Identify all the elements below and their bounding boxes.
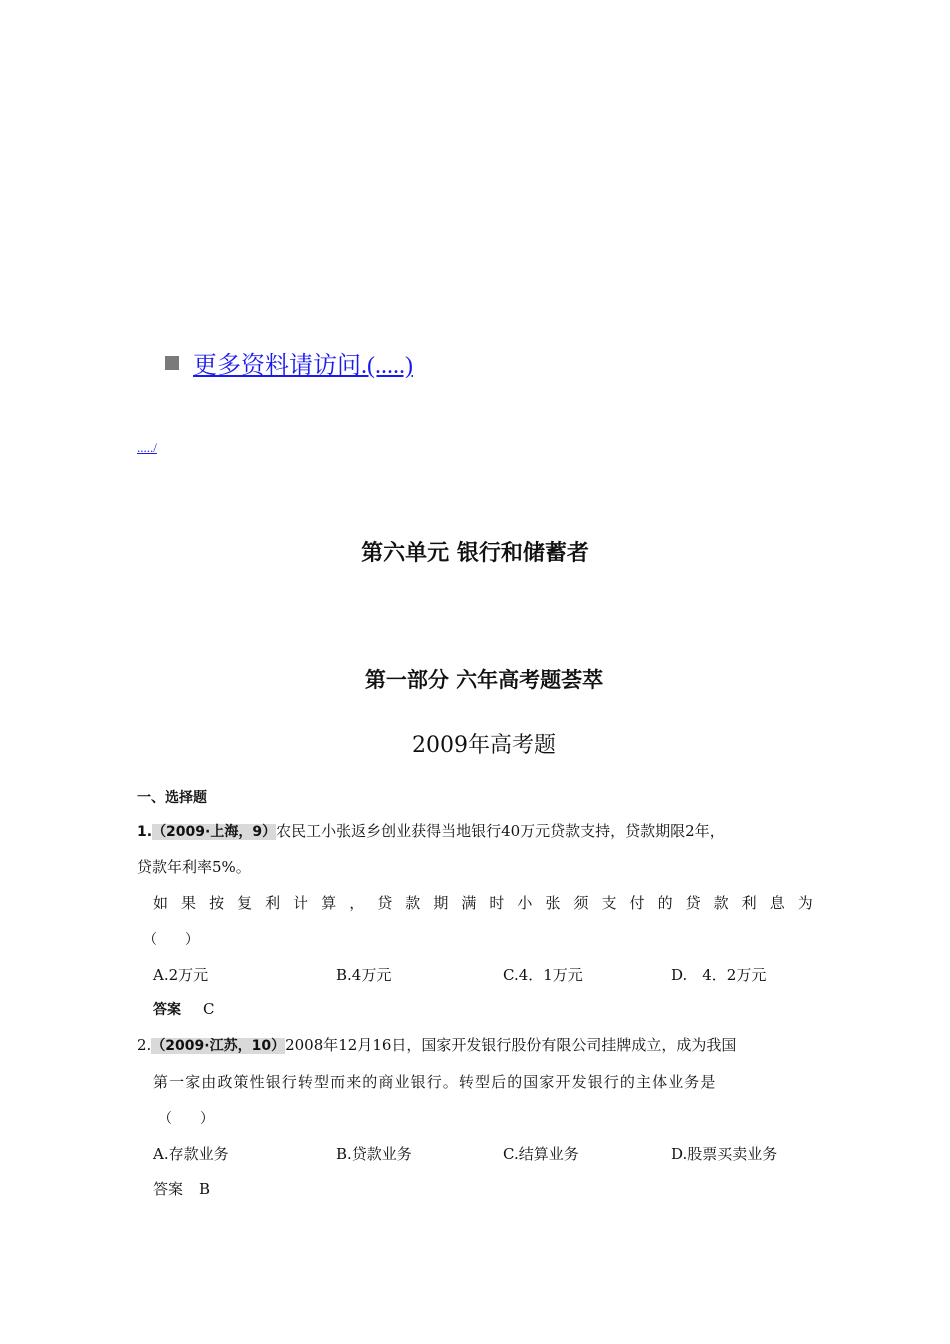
question-1-line-3-char: ， <box>349 894 365 912</box>
question-2-answer: B <box>199 1180 211 1198</box>
more-resources-link-row <box>165 345 413 380</box>
question-1-line-3-char: 的 <box>657 894 673 912</box>
question-1-option-d: D. 4．2万元 <box>671 966 767 984</box>
question-1-source: （2009·上海，9） <box>152 824 277 840</box>
question-2-option-c: C.结算业务 <box>503 1145 579 1163</box>
question-1-line-3-char: 为 <box>797 894 813 912</box>
question-1-answer-row <box>153 999 214 1019</box>
question-1-line-3-char: 利 <box>265 894 281 912</box>
question-1-line-3-char: 须 <box>573 894 589 912</box>
question-1-line-3-char: 付 <box>629 894 645 912</box>
question-1-line-3 <box>153 892 813 913</box>
question-2-line-1 <box>137 1034 736 1055</box>
question-2-answer-label: 答案 <box>153 1180 184 1198</box>
part-title: 第一部分 六年高考题荟萃 <box>364 667 604 692</box>
question-1-line-3-char: 满 <box>461 894 477 912</box>
square-bullet-icon <box>165 356 179 370</box>
question-1-line-3-char: 时 <box>489 894 505 912</box>
question-1-number: 1. <box>137 824 153 840</box>
question-1-line-3-char: 支 <box>601 894 617 912</box>
year-title: 2009年高考题 <box>412 733 556 758</box>
question-1-line-3-char: 小 <box>517 894 533 912</box>
more-resources-link[interactable]: 更多资料请访问.(.....) <box>193 353 413 379</box>
question-1-line-3-char: 期 <box>433 894 449 912</box>
question-1-option-c: C.4．1万元 <box>503 966 583 984</box>
question-1-line-3-char: 算 <box>321 894 337 912</box>
question-1-line-3-char: 利 <box>741 894 757 912</box>
question-1-line-3-char: 复 <box>237 894 253 912</box>
question-1-line-3-char: 贷 <box>685 894 701 912</box>
question-1-line-3-char: 张 <box>545 894 561 912</box>
question-2-paren: （ ） <box>158 1111 214 1127</box>
question-1-paren: （ ） <box>143 932 199 948</box>
site-link[interactable]: ...../ <box>137 440 157 455</box>
question-1-answer-label: 答案 <box>153 1002 181 1018</box>
unit-title: 第六单元 银行和储蓄者 <box>361 541 589 566</box>
question-1-option-b: B.4万元 <box>336 966 392 984</box>
question-1-line-3-char: 计 <box>293 894 309 912</box>
question-2-option-d: D.股票买卖业务 <box>671 1145 778 1163</box>
question-1-answer: C <box>203 1000 215 1018</box>
question-2-number: 2. <box>137 1036 152 1054</box>
question-2-answer-row <box>153 1178 210 1199</box>
question-2-stem-1: 2008年12月16日，国家开发银行股份有限公司挂牌成立，成为我国 <box>285 1036 737 1054</box>
question-1-line-3-char: 息 <box>769 894 785 912</box>
question-1-line-3-char: 果 <box>181 894 197 912</box>
question-1-line-3-char: 贷 <box>377 894 393 912</box>
question-1-line-1 <box>137 820 725 841</box>
question-1-option-a: A.2万元 <box>153 966 209 984</box>
question-2-option-b: B.贷款业务 <box>336 1145 412 1163</box>
question-1-line-3-char: 款 <box>405 894 421 912</box>
question-1-stem-1: 农民工小张返乡创业获得当地银行40万元贷款支持，贷款期限2年， <box>276 822 725 840</box>
question-1-line-2: 贷款年利率5%。 <box>137 858 251 876</box>
question-2-source: （2009·江苏，10） <box>151 1038 286 1054</box>
question-1-line-3-char: 款 <box>713 894 729 912</box>
question-2-line-2: 第一家由政策性银行转型而来的商业银行。转型后的国家开发银行的主体业务是 <box>153 1073 717 1091</box>
question-1-line-3-char: 按 <box>209 894 225 912</box>
question-2-option-a: A.存款业务 <box>153 1145 229 1163</box>
section-heading: 一、选择题 <box>137 790 207 806</box>
question-1-line-3-char: 如 <box>153 894 169 912</box>
